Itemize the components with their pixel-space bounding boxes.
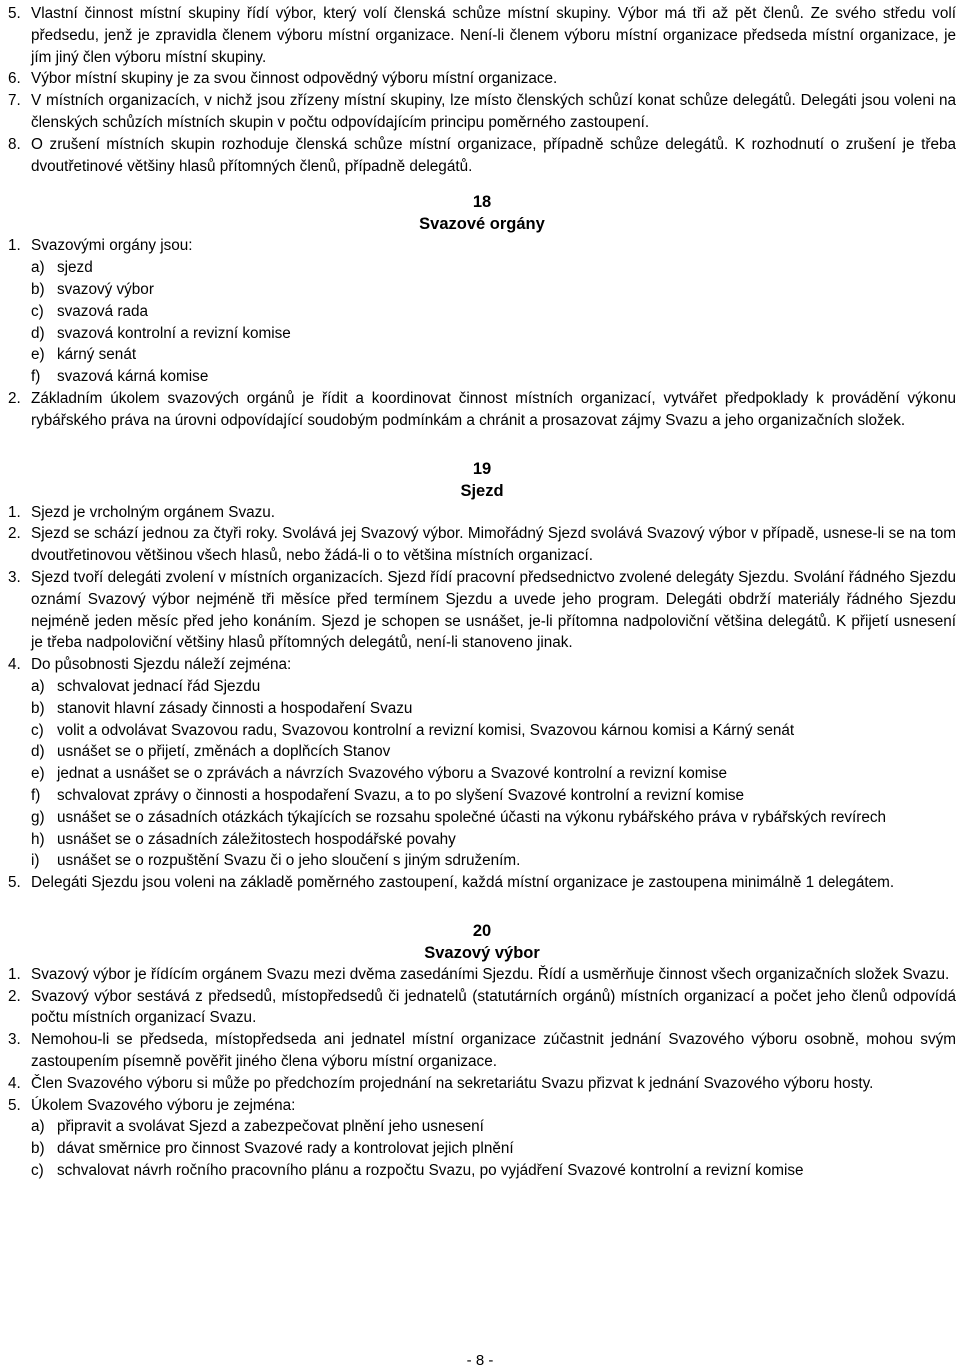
item-number: 5.: [8, 874, 21, 892]
list-item: [8, 134, 956, 178]
sub-item-text: schvalovat zprávy o činnosti a hospodaření Svazu, a to po slyšení Svazové kontrolní a revizní komise: [57, 786, 745, 804]
item-number: 1.: [8, 965, 21, 983]
item-number: 7.: [8, 92, 21, 110]
item-number: 5.: [8, 5, 21, 22]
sub-item: [8, 741, 956, 763]
sub-item: [8, 763, 956, 785]
sub-item-letter: a): [31, 677, 45, 695]
sub-item: [8, 720, 956, 742]
sub-item-text: připravit a svolávat Sjezd a zabezpečovat plnění jeho usnesení: [57, 1118, 484, 1136]
list-item: [8, 68, 956, 90]
sub-item-text: schvalovat jednací řád Sjezdu: [57, 677, 261, 695]
sub-item-text: usnášet se o přijetí, změnách a doplňcích Stanov: [57, 743, 391, 761]
sub-item-text: svazová kontrolní a revizní komise: [57, 324, 291, 342]
sub-item-text: schvalovat návrh ročního pracovního plánu a rozpočtu Svazu, po vyjádření Svazové kontrolní a revizní komise: [57, 1162, 804, 1180]
section-title: Sjezd: [460, 481, 504, 500]
sub-item-letter: c): [31, 1162, 44, 1180]
sub-item-text: usnášet se o rozpuštění Svazu či o jeho sloučení s jiným sdružením.: [57, 852, 521, 870]
item-number: 5.: [8, 1096, 21, 1114]
item-number: 6.: [8, 70, 21, 88]
item-text: O zrušení místních skupin rozhoduje členská schůze místní organizace, případně schůze delegátů. K rozhodnutí o zrušení je třeba dvoutřetinové většiny hlasů přítomných členů, případně delegátů.: [31, 135, 956, 175]
sub-item-letter: c): [31, 302, 44, 320]
sub-item-letter: b): [31, 699, 45, 717]
item-text: Sjezd tvoří delegáti zvolení v místních organizacích. Sjezd řídí pracovní předsednictvo zvolené delegáty Sjezdu. Svolání řádného Sjezdu oznámí Svazový výbor nejméně tři měsíce před termínem Sjezdu a uvede jeho program. Delegáti obdrží materiály řádného Sjezdu nejméně jeden měsíc před jeho konáním. Sjezd je schopen se usnášet, je-li přítomna nadpoloviční většina delegátů. K přijetí usnesení je třeba nadpoloviční většiny hlasů přítomných delegátů, není-li stanoveno jinak.: [31, 568, 956, 652]
sub-item: [8, 1138, 956, 1160]
sub-item-letter: e): [31, 346, 45, 364]
sub-item-letter: i): [31, 852, 40, 870]
sub-item: [8, 257, 956, 279]
section-number: 19: [472, 459, 492, 478]
item-number: 1.: [8, 503, 21, 521]
sub-item: [8, 829, 956, 851]
list-item: [8, 986, 956, 1030]
sub-item: [8, 1116, 956, 1138]
list-item: [8, 502, 956, 524]
section-number: 18: [472, 193, 492, 212]
sub-item: [8, 301, 956, 323]
item-text: Delegáti Sjezdu jsou voleni na základě poměrného zastoupení, každá místní organizace je zastoupena minimálně 1 delegátem.: [31, 874, 895, 892]
item-number: 2.: [8, 389, 21, 407]
item-text: Svazový výbor sestává z předsedů, místopředsedů či jednatelů (statutárních orgánů) místních organizací a počet jeho členů odpovídá počtu místních organizací Svazu.: [31, 987, 956, 1027]
section-number: 20: [472, 921, 492, 940]
list-item: [8, 1073, 956, 1095]
item-text: Sjezd se schází jednou za čtyři roky. Svolává jej Svazový výbor. Mimořádný Sjezd svolává Svazový výbor v případě, usnese-li se na tom dvoutřetinovou většinou všech hlasů, nebo žádá-li o to většina místních organizací.: [31, 525, 956, 565]
section-18-items: [8, 235, 956, 431]
list-item: [8, 523, 956, 567]
section-title: Svazový výbor: [424, 943, 540, 962]
sub-item: [8, 698, 956, 720]
item-text: Nemohou-li se předseda, místopředseda ani jednatel místní organizace zúčastnit jednání Svazového výboru osobně, mohou svým zastoupením písemně pověřit jiného člena výboru místní organizace.: [31, 1031, 956, 1071]
sub-item-letter: a): [31, 259, 45, 277]
sub-item: [8, 323, 956, 345]
sub-item: [8, 344, 956, 366]
sub-item-letter: e): [31, 765, 45, 783]
sub-item-text: svazová rada: [57, 302, 148, 320]
item-number: 3.: [8, 568, 21, 586]
item-text: Svazovými orgány jsou:: [31, 237, 193, 255]
list-item: [8, 388, 956, 432]
sub-item-text: kárný senát: [57, 346, 137, 364]
item-number: 4.: [8, 1074, 21, 1092]
item-text: Výbor místní skupiny je za svou činnost odpovědný výboru místní organizace.: [31, 70, 558, 88]
list-item: [8, 872, 956, 894]
sub-item: [8, 366, 956, 388]
sub-item-text: sjezd: [57, 259, 93, 277]
sub-item-letter: c): [31, 721, 44, 739]
sub-item-letter: h): [31, 830, 45, 848]
item-number: 1.: [8, 237, 21, 255]
section-20-items: [8, 964, 956, 1182]
top-items: [8, 3, 956, 177]
item-number: 3.: [8, 1031, 21, 1049]
sub-item-letter: a): [31, 1118, 45, 1136]
sub-item-text: usnášet se o zásadních otázkách týkajících se rozsahu společné účasti na výkonu rybářského práva v rybářských revírech: [57, 808, 886, 826]
sub-item-letter: b): [31, 280, 45, 298]
sub-item-text: svazová kárná komise: [57, 368, 209, 386]
list-item: [8, 235, 956, 257]
sub-item-text: svazový výbor: [57, 280, 154, 298]
sub-item-letter: d): [31, 324, 45, 342]
sub-item-letter: d): [31, 743, 45, 761]
item-text: Do působnosti Sjezdu náleží zejména:: [31, 656, 292, 674]
sub-item-text: stanovit hlavní zásady činnosti a hospodaření Svazu: [57, 699, 413, 717]
page-number: - 8 -: [466, 1352, 494, 1369]
sub-item-letter: f): [31, 786, 41, 804]
sub-item-letter: f): [31, 368, 41, 386]
sub-item: [8, 785, 956, 807]
sub-item: [8, 850, 956, 872]
item-text: Člen Svazového výboru si může po předchozím projednání na sekretariátu Svazu přizvat k jednání Svazového výboru hosty.: [31, 1074, 874, 1092]
sub-item-letter: b): [31, 1140, 45, 1158]
item-text: V místních organizacích, v nichž jsou zřízeny místní skupiny, lze místo členských schůzí konat schůze delegátů. Delegáti jsou voleni na členských schůzích místních skupin v počtu odpovídajícím principu poměrného zastoupení.: [31, 92, 956, 131]
section-19-items: [8, 502, 956, 894]
list-item: [8, 1095, 956, 1117]
list-item: [8, 654, 956, 676]
item-text: Vlastní činnost místní skupiny řídí výbor, který volí členská schůze místní skupiny. Výbor má tři až pět členů. Ze svého středu volí předsedu, jenž je zpravidla členem výboru místní organizace. Není-li členem výboru místní organizace předseda místní organizace, je jím jiný člen výboru místní skupiny.: [31, 5, 956, 66]
document-page: [8, 3, 956, 1182]
list-item: [8, 90, 956, 134]
item-number: 4.: [8, 656, 21, 674]
sub-item: [8, 807, 956, 829]
sub-item-text: dávat směrnice pro činnost Svazové rady a kontrolovat jejich plnění: [57, 1140, 514, 1158]
item-text: Sjezd je vrcholným orgánem Svazu.: [31, 503, 276, 521]
list-item: [8, 567, 956, 654]
item-number: 8.: [8, 135, 21, 153]
sub-item: [8, 1160, 956, 1182]
section-title: Svazové orgány: [419, 215, 545, 234]
sub-item: [8, 279, 956, 301]
sub-item-letter: g): [31, 808, 45, 826]
item-text: Svazový výbor je řídícím orgánem Svazu mezi dvěma zasedáními Sjezdu. Řídí a usměrňuje činnost všech organizačních složek Svazu.: [31, 965, 950, 983]
sub-item-text: usnášet se o zásadních záležitostech hospodářské povahy: [57, 830, 456, 848]
sub-item-text: jednat a usnášet se o zprávách a návrzích Svazového výboru a Svazové kontrolní a revizní komise: [57, 765, 728, 783]
item-number: 2.: [8, 525, 21, 543]
sub-item-text: volit a odvolávat Svazovou radu, Svazovou kontrolní a revizní komisi, Svazovou kárnou komisi a Kárný senát: [57, 721, 795, 739]
item-text: Základním úkolem svazových orgánů je řídit a koordinovat činnost místních organizací, vytvářet předpoklady k provádění výkonu rybářského práva na úrovni odpovídající soudobým podmínkám a chránit a prosazovat zájmy Svazu a jeho organizačních složek.: [31, 389, 956, 429]
list-item: [8, 964, 956, 986]
list-item: [8, 1029, 956, 1073]
item-number: 2.: [8, 987, 21, 1005]
list-item: [8, 3, 956, 68]
item-text: Úkolem Svazového výboru je zejména:: [31, 1096, 296, 1114]
sub-item: [8, 676, 956, 698]
